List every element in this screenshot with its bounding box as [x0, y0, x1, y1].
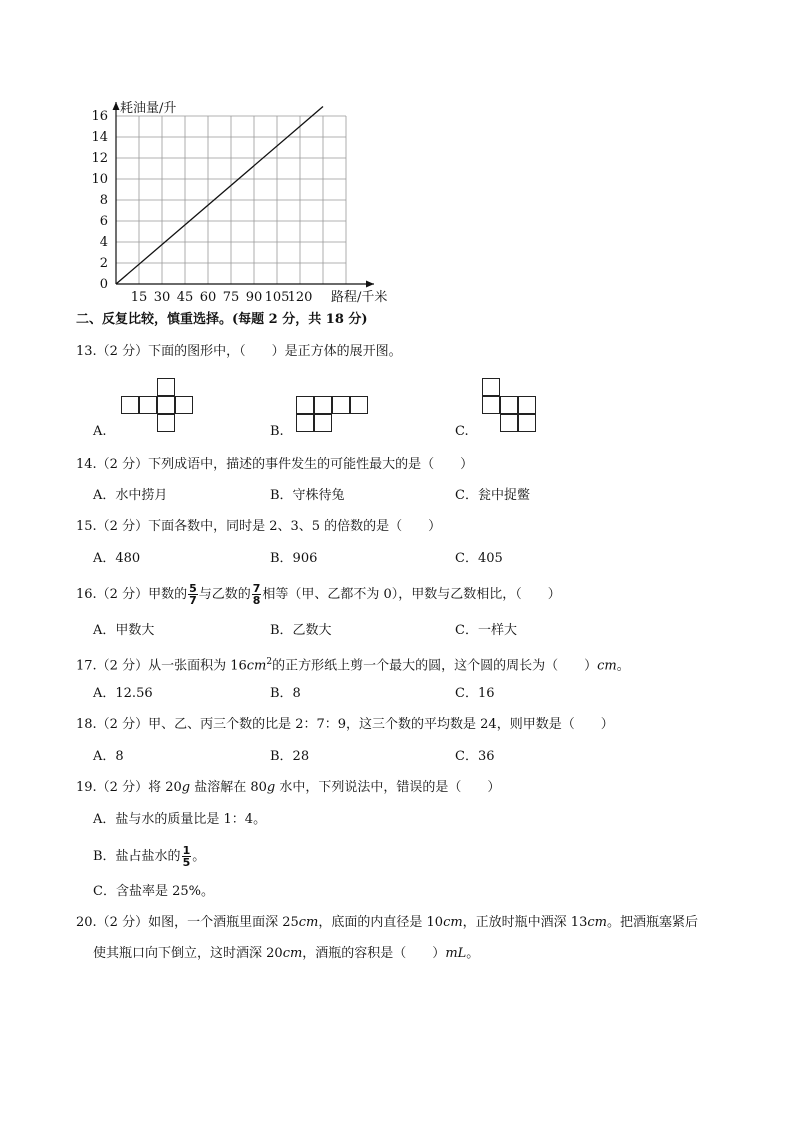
- q19-part3: 水中，下列说法中，错误的是（ ）: [275, 780, 501, 795]
- x-tick-label: 60: [199, 290, 217, 305]
- unit-cm: cm: [443, 915, 463, 930]
- q20-text-b: ，底面的内直径是 10: [318, 915, 444, 930]
- q13-option-c[interactable]: C.: [455, 424, 469, 439]
- unit-cm: cm: [298, 915, 319, 930]
- section-title: 二、反复比较，慎重选择。(每题 2 分，共 18 分): [76, 312, 368, 327]
- q16-option-c[interactable]: C．一样大: [455, 623, 517, 638]
- q17-option-a[interactable]: A．12.56: [93, 686, 153, 701]
- unit-cm: cm: [246, 658, 267, 674]
- q16-option-b[interactable]: B．乙数大: [270, 623, 332, 638]
- y-axis-label: 耗油量/升: [120, 101, 177, 116]
- x-tick-label: 45: [176, 290, 194, 305]
- question-20-line1: [76, 914, 698, 932]
- q20-text-c: ，正放时瓶中酒深 13: [462, 915, 588, 930]
- q20-text-a: 20.（2 分）如图，一个酒瓶里面深 25: [76, 915, 299, 930]
- q15-option-a[interactable]: A．480: [93, 551, 141, 566]
- fraction-7-8: [252, 583, 262, 606]
- q20-text-d: 。把酒瓶塞紧后: [606, 915, 698, 930]
- q15-option-c[interactable]: C．405: [455, 551, 503, 566]
- fraction-5-7: [188, 583, 198, 606]
- unit-ml: mL: [445, 946, 467, 961]
- y-tick-label: 4: [99, 235, 108, 250]
- q18-option-b[interactable]: B．28: [270, 749, 310, 764]
- q13-option-a[interactable]: A.: [93, 424, 107, 439]
- q17-end: 。: [616, 658, 630, 674]
- x-tick-label: 75: [222, 290, 240, 305]
- question-17: [76, 653, 630, 675]
- q17-option-b[interactable]: B．8: [270, 686, 301, 701]
- question-14: 14.（2 分）下列成语中，描述的事件发生的可能性最大的是（ ）: [76, 457, 474, 472]
- series-line-fuel: [116, 107, 323, 284]
- unit-cm: cm: [587, 915, 607, 930]
- question-19: [76, 779, 500, 797]
- fraction-denominator: 5: [182, 856, 191, 869]
- x-tick-label: 15: [130, 290, 148, 305]
- unit-g: g: [181, 780, 191, 795]
- fraction-denominator: 8: [252, 594, 261, 607]
- y-tick-label: 0: [99, 277, 108, 292]
- q14-option-b[interactable]: B．守株待兔: [270, 488, 345, 503]
- x-tick-label: 30: [153, 290, 171, 305]
- q19-option-b-text: B．盐占盐水的: [93, 849, 181, 864]
- q20-text-e: 使其瓶口向下倒立，这时酒深 20: [93, 946, 283, 961]
- unit-cm: cm: [597, 658, 617, 674]
- q19-option-a[interactable]: A．盐与水的质量比是 1：4。: [93, 812, 267, 827]
- fraction-numerator: 7: [252, 582, 261, 595]
- q19-option-b[interactable]: [93, 845, 205, 868]
- q17-prefix: 17.（2 分）从一张面积为 16: [76, 658, 247, 674]
- y-tick-label: 6: [99, 214, 108, 229]
- q16-prefix: 16.（2 分）甲数的: [76, 587, 188, 602]
- x-tick-label: 120: [287, 290, 313, 305]
- fuel-consumption-chart: [88, 96, 418, 306]
- question-20-line2: [93, 945, 479, 963]
- q17-option-c[interactable]: C．16: [455, 686, 495, 701]
- x-tick-label: 90: [245, 290, 263, 305]
- y-axis-arrow: [113, 102, 120, 110]
- x-tick-label: 105: [264, 290, 290, 305]
- y-tick-label: 14: [91, 130, 108, 145]
- x-axis-arrow: [366, 281, 374, 288]
- question-15: 15.（2 分）下面各数中，同时是 2、3、5 的倍数的是（ ）: [76, 519, 442, 534]
- x-axis-label: 路程/千米: [331, 290, 388, 305]
- q20-text-f: ，酒瓶的容积是（ ）: [302, 946, 446, 961]
- y-tick-label: 2: [99, 256, 108, 271]
- q20-text-g: 。: [466, 946, 480, 961]
- q13-option-b[interactable]: B.: [270, 424, 284, 439]
- q14-option-a[interactable]: A．水中捞月: [93, 488, 168, 503]
- q18-option-a[interactable]: A．8: [93, 749, 124, 764]
- q14-option-c[interactable]: C．瓮中捉鳖: [455, 488, 530, 503]
- question-13: 13.（2 分）下面的图形中，（ ）是正方体的展开图。: [76, 344, 402, 359]
- fraction-numerator: 5: [189, 582, 197, 595]
- q18-option-c[interactable]: C．36: [455, 749, 495, 764]
- fraction-numerator: 1: [182, 844, 191, 857]
- question-18: 18.（2 分）甲、乙、丙三个数的比是 2：7：9，这三个数的平均数是 24，则甲数是（ ）: [76, 717, 614, 732]
- y-tick-label: 10: [91, 172, 108, 187]
- q15-option-b[interactable]: B．906: [270, 551, 318, 566]
- unit-g: g: [266, 780, 276, 795]
- q19-part2: 盐溶解在 80: [190, 780, 267, 795]
- question-16: [76, 583, 561, 606]
- fraction-denominator: 7: [189, 594, 197, 607]
- q19-option-c[interactable]: C．含盐率是 25%。: [93, 884, 214, 899]
- q19-part1: 19.（2 分）将 20: [76, 780, 182, 795]
- y-tick-label: 16: [91, 109, 108, 124]
- superscript: 2: [266, 657, 273, 667]
- q16-mid: 与乙数的: [198, 587, 251, 602]
- y-tick-label: 8: [99, 193, 108, 208]
- unit-cm: cm: [282, 946, 303, 961]
- fraction-1-5: [182, 845, 192, 868]
- q16-suffix: 相等（甲、乙都不为 0），甲数与乙数相比，（ ）: [262, 587, 561, 602]
- q16-option-a[interactable]: A．甲数大: [93, 623, 155, 638]
- q19-option-b-end: 。: [192, 849, 206, 864]
- q17-suffix: 的正方形纸上剪一个最大的圆，这个圆的周长为（ ）: [272, 658, 598, 674]
- y-tick-label: 12: [91, 151, 108, 166]
